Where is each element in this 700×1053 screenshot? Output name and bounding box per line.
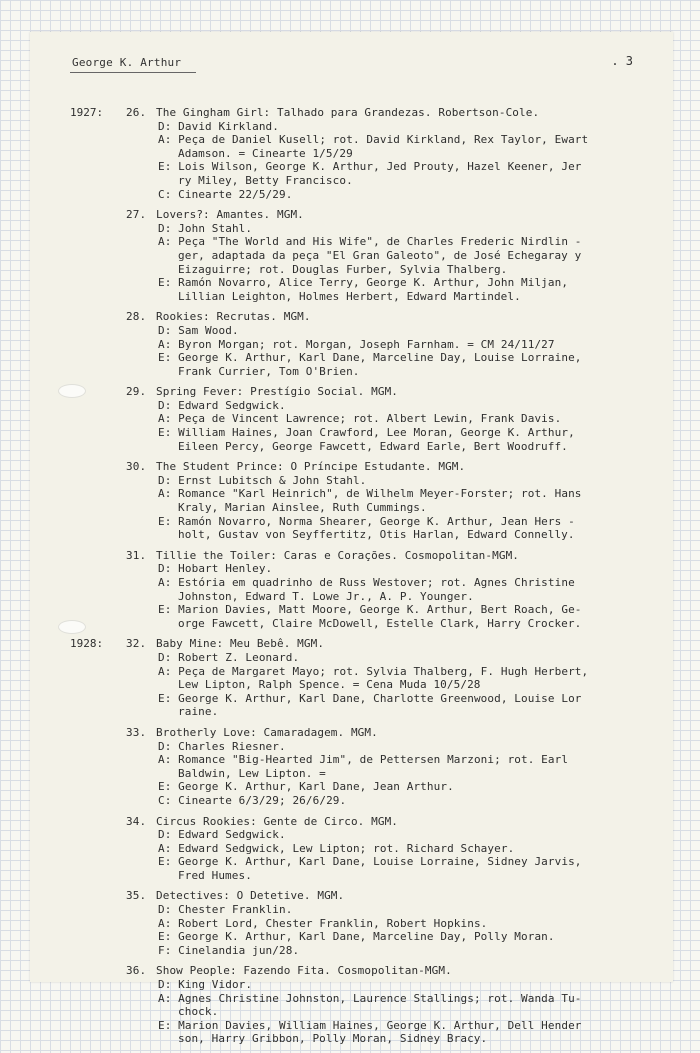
document-page — [30, 32, 673, 1046]
filmography-list — [30, 106, 673, 1053]
credit-continuation: holt, Gustav von Seyffertitz, Otis Harlan, Edward Connelly. — [178, 528, 575, 542]
film-title: Baby Mine: Meu Bebê. MGM. — [156, 637, 325, 651]
film-entry — [30, 815, 673, 883]
credit-line: A: Peça "The World and His Wife", de Charles Frederic Nirdlin - — [158, 235, 582, 249]
film-title: Rookies: Recrutas. MGM. — [156, 310, 311, 324]
credit-line: E: Lois Wilson, George K. Arthur, Jed Prouty, Hazel Keener, Jer — [158, 160, 582, 174]
credit-line: E: George K. Arthur, Karl Dane, Marceline Day, Louise Lorraine, — [158, 351, 582, 365]
film-title-line — [30, 637, 673, 651]
film-entry — [30, 637, 673, 719]
credit-line: E: William Haines, Joan Crawford, Lee Moran, George K. Arthur, — [158, 426, 575, 440]
entry-number: 35. — [126, 889, 147, 903]
entry-year: 1928: — [70, 637, 104, 651]
entry-number: 28. — [126, 310, 147, 324]
entry-year: 1927: — [70, 106, 104, 119]
credit-line: D: Ernst Lubitsch & John Stahl. — [158, 473, 367, 487]
film-entry — [30, 310, 673, 378]
credit-continuation: Lillian Leighton, Holmes Herbert, Edward Martindel. — [178, 289, 521, 303]
film-title: The Gingham Girl: Talhado para Grandezas. Robertson-Cole. — [156, 106, 540, 119]
credit-line: A: Robert Lord, Chester Franklin, Robert Hopkins. — [158, 916, 488, 930]
credit-line: D: King Vidor. — [158, 978, 253, 992]
film-title: Detectives: O Detetive. MGM. — [156, 889, 345, 903]
film-title-line — [30, 385, 673, 399]
film-title-line — [30, 726, 673, 740]
credit-line: A: Edward Sedgwick, Lew Lipton; rot. Richard Schayer. — [158, 841, 515, 855]
entry-number: 30. — [126, 460, 147, 474]
credit-line: D: Sam Wood. — [158, 323, 239, 337]
credit-continuation: Frank Currier, Tom O'Brien. — [178, 364, 360, 378]
credit-continuation: raine. — [178, 705, 219, 719]
credit-line: C: Cinearte 22/5/29. — [158, 187, 293, 201]
credit-line: E: George K. Arthur, Karl Dane, Marceline Day, Polly Moran. — [158, 930, 555, 944]
credit-line: E: Ramón Novarro, Alice Terry, George K. Arthur, John Miljan, — [158, 276, 569, 290]
page-number: . 3 — [611, 54, 633, 68]
entry-number: 31. — [126, 548, 147, 562]
film-title: The Student Prince: O Príncipe Estudante. MGM. — [156, 460, 466, 474]
credit-line: D: David Kirkland. — [158, 119, 280, 133]
credit-line: E: George K. Arthur, Karl Dane, Louise Lorraine, Sidney Jarvis, — [158, 855, 582, 869]
film-title: Brotherly Love: Camaradagem. MGM. — [156, 725, 378, 739]
film-entry — [30, 726, 673, 808]
entry-number: 26. — [126, 106, 147, 119]
credit-continuation: Adamson. = Cinearte 1/5/29 — [178, 146, 353, 160]
film-title: Tillie the Toiler: Caras e Corações. Cosmopolitan-MGM. — [156, 548, 520, 562]
credit-line: F: Cinelandia jun/28. — [158, 943, 300, 957]
film-title-line — [30, 460, 673, 474]
credit-continuation: Eizaguirre; rot. Douglas Furber, Sylvia Thalberg. — [178, 262, 508, 276]
credit-continuation: Johnston, Edward T. Lowe Jr., A. P. Younger. — [178, 589, 474, 603]
credit-continuation: Lew Lipton, Ralph Spence. = Cena Muda 10/5/28 — [178, 678, 481, 692]
credit-continuation: son, Harry Gribbon, Polly Moran, Sidney Bracy. — [178, 1032, 488, 1046]
credit-line: E: Marion Davies, Matt Moore, George K. Arthur, Bert Roach, Ge- — [158, 603, 582, 617]
film-entry — [30, 385, 673, 453]
credit-continuation: Baldwin, Lew Lipton. = — [178, 766, 326, 780]
film-entry — [30, 889, 673, 957]
header-author-name: George K. Arthur — [72, 56, 182, 69]
film-title-line — [30, 310, 673, 324]
credit-line: D: Edward Sedgwick. — [158, 398, 286, 412]
entry-number: 33. — [126, 725, 147, 739]
credit-continuation: orge Fawcett, Claire McDowell, Estelle Clark, Harry Crocker. — [178, 616, 582, 630]
credit-line: D: Robert Z. Leonard. — [158, 650, 300, 664]
film-title: Spring Fever: Prestígio Social. MGM. — [156, 385, 399, 399]
credit-continuation: ger, adaptada da peça "El Gran Galeoto", de José Echegaray y — [178, 248, 582, 262]
credit-line: A: Agnes Christine Johnston, Laurence Stallings; rot. Wanda Tu- — [158, 991, 582, 1005]
credit-continuation: Fred Humes. — [178, 868, 252, 882]
film-title-line — [30, 549, 673, 563]
entry-number: 32. — [126, 637, 147, 651]
header-underline — [70, 72, 196, 73]
credit-continuation: Kraly, Marian Ainslee, Ruth Cummings. — [178, 501, 427, 515]
credit-line: A: Peça de Margaret Mayo; rot. Sylvia Thalberg, F. Hugh Herbert, — [158, 664, 589, 678]
film-title-line — [30, 815, 673, 829]
film-entry — [30, 460, 673, 542]
film-title-line — [30, 208, 673, 222]
film-entry — [30, 208, 673, 303]
credit-line: D: Edward Sedgwick. — [158, 828, 286, 842]
credit-continuation: chock. — [178, 1005, 219, 1019]
film-title-line — [30, 964, 673, 978]
credit-line: A: Peça de Daniel Kusell; rot. David Kirkland, Rex Taylor, Ewart — [158, 133, 589, 147]
credit-line: D: Hobart Henley. — [158, 562, 273, 576]
film-title-line — [30, 889, 673, 903]
film-title-line — [30, 106, 673, 120]
credit-continuation: ry Miley, Betty Francisco. — [178, 173, 353, 187]
credit-line: A: Peça de Vincent Lawrence; rot. Albert Lewin, Frank Davis. — [158, 412, 562, 426]
entry-number: 34. — [126, 814, 147, 828]
credit-line: E: George K. Arthur, Karl Dane, Charlotte Greenwood, Louise Lor — [158, 691, 582, 705]
film-title: Circus Rookies: Gente de Circo. MGM. — [156, 814, 399, 828]
film-entry — [30, 549, 673, 631]
credit-line: A: Byron Morgan; rot. Morgan, Joseph Farnham. = CM 24/11/27 — [158, 337, 555, 351]
credit-line: C: Cinearte 6/3/29; 26/6/29. — [158, 793, 347, 807]
entry-number: 27. — [126, 208, 147, 222]
credit-line: A: Romance "Karl Heinrich", de Wilhelm Meyer-Forster; rot. Hans — [158, 487, 582, 501]
entry-number: 36. — [126, 964, 147, 978]
credit-line: D: Charles Riesner. — [158, 739, 286, 753]
credit-line: D: John Stahl. — [158, 221, 253, 235]
film-entry — [30, 106, 673, 201]
credit-line: E: Ramón Novarro, Norma Shearer, George K. Arthur, Jean Hers - — [158, 514, 575, 528]
credit-line: D: Chester Franklin. — [158, 903, 293, 917]
credit-line: A: Estória em quadrinho de Russ Westover; rot. Agnes Christine — [158, 576, 575, 589]
film-title: Show People: Fazendo Fita. Cosmopolitan-MGM. — [156, 964, 452, 978]
credit-line: A: Romance "Big-Hearted Jim", de Pettersen Marzoni; rot. Earl — [158, 753, 569, 767]
film-title: Lovers?: Amantes. MGM. — [156, 208, 304, 222]
entry-number: 29. — [126, 385, 147, 399]
credit-line: E: George K. Arthur, Karl Dane, Jean Arthur. — [158, 780, 454, 794]
credit-line: E: Marion Davies, William Haines, George K. Arthur, Dell Hender — [158, 1018, 582, 1032]
film-entry — [30, 964, 673, 1046]
credit-continuation: Eileen Percy, George Fawcett, Edward Earle, Bert Woodruff. — [178, 439, 568, 453]
